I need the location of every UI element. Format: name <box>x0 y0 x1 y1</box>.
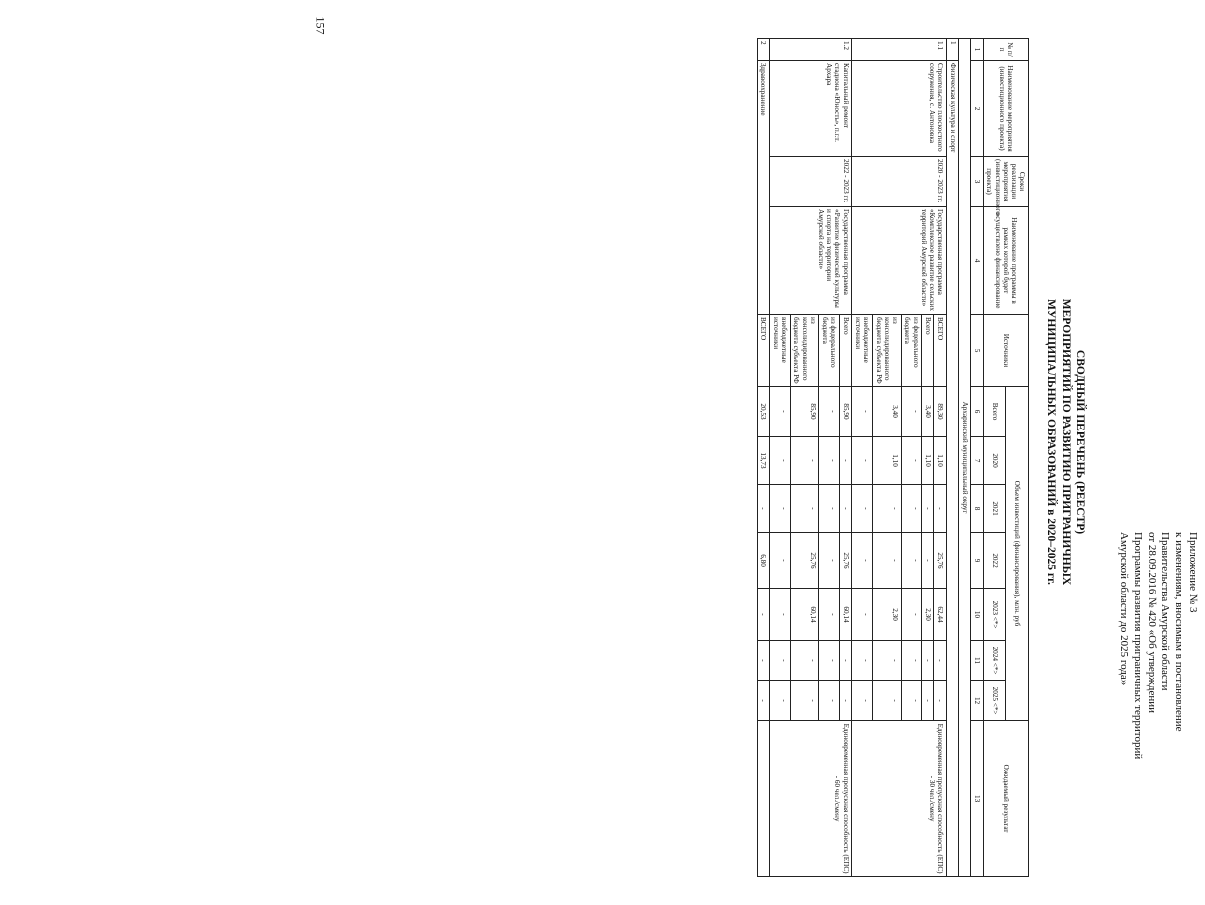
value-2020: - <box>819 437 840 485</box>
value-2023: 2,30 <box>872 589 901 641</box>
appendix-note <box>1117 532 1200 862</box>
header-sources: Источники <box>983 315 1028 387</box>
value-2021: - <box>934 485 946 533</box>
project-name: Строительство плоскостного сооружения, с. Антоновка <box>852 61 947 157</box>
col-number: 7 <box>971 437 983 485</box>
value-2020: - <box>901 437 922 485</box>
col-number: 10 <box>971 589 983 641</box>
value-2023: 62,44 <box>934 589 946 641</box>
header-period: Сроки реализации мероприятия (инвестиционного проекта) <box>983 157 1028 207</box>
value-2020: 1,10 <box>922 437 934 485</box>
value-2023: 60,14 <box>790 589 819 641</box>
value-2023: - <box>757 589 769 641</box>
value-2024: - <box>852 641 873 681</box>
appendix-line: Программы развития приграничных территорий <box>1132 532 1144 760</box>
col-number: 12 <box>971 681 983 721</box>
value-total: - <box>819 387 840 437</box>
register-table <box>757 38 1029 877</box>
district-name: Архаринский муниципальный округ <box>959 39 971 877</box>
project-result: Единовременная пропускная способность (ЕПС) - 60 чел./смену <box>769 721 851 877</box>
col-number: 9 <box>971 533 983 589</box>
value-2021: - <box>790 485 819 533</box>
value-total: 3,40 <box>872 387 901 437</box>
col-number: 8 <box>971 485 983 533</box>
source-cell: Всего <box>922 315 934 387</box>
value-2024: - <box>934 641 946 681</box>
value-2020: - <box>839 437 851 485</box>
title-line-1: СВОДНЫЙ ПЕРЕЧЕНЬ (РЕЕСТР) <box>1074 349 1086 535</box>
column-number-row <box>971 39 983 877</box>
title-line-3: МУНИЦИПАЛЬНЫХ ОБРАЗОВАНИЙ в 2020–2025 гг. <box>1045 299 1058 585</box>
appendix-line: к изменениям, вносимым в постановление <box>1173 532 1186 732</box>
col-number: 11 <box>971 641 983 681</box>
value-2020: - <box>790 437 819 485</box>
value-total: 89,30 <box>934 387 946 437</box>
result-cell-empty <box>757 721 769 877</box>
value-total: 3,40 <box>922 387 934 437</box>
header-no: № п/п <box>983 39 1028 61</box>
value-total: 20,53 <box>757 387 769 437</box>
value-2023: - <box>852 589 873 641</box>
value-2022: - <box>872 533 901 589</box>
value-2022: 6,80 <box>757 533 769 589</box>
value-2020: - <box>769 437 790 485</box>
col-number: 5 <box>971 315 983 387</box>
appendix-line: от 28.09.2016 № 420 «Об утверждении <box>1145 532 1158 714</box>
value-2022: - <box>769 533 790 589</box>
section-name: Физическая культура и спорт <box>946 61 958 877</box>
value-2024: - <box>922 641 934 681</box>
value-2024: - <box>872 641 901 681</box>
value-2023: 60,14 <box>839 589 851 641</box>
project-name: Капитальный ремонт стадиона «Юность», п.г.т. Архара <box>769 61 851 157</box>
value-2024: - <box>839 641 851 681</box>
value-2021: - <box>819 485 840 533</box>
table-row <box>934 39 946 877</box>
value-2021: - <box>769 485 790 533</box>
value-2023: 2,30 <box>922 589 934 641</box>
value-2023: - <box>769 589 790 641</box>
value-2025: - <box>901 681 922 721</box>
col-number: 4 <box>971 207 983 315</box>
value-2020: 1,10 <box>872 437 901 485</box>
header-program: Наименование программы в рамках которой будет осуществлено финансирование <box>983 207 1028 315</box>
header-2022: 2022 <box>983 533 1006 589</box>
source-cell: внебюджетные источники <box>769 315 790 387</box>
header-volume: Объем инвестиций (финансирования), млн. руб <box>1006 387 1029 721</box>
value-2022: - <box>922 533 934 589</box>
section-no: 1 <box>946 39 958 61</box>
table-row <box>757 39 769 877</box>
district-row <box>959 39 971 877</box>
document-title <box>1044 212 1087 672</box>
source-cell: Всего <box>839 315 851 387</box>
value-2020: - <box>852 437 873 485</box>
value-2022: - <box>819 533 840 589</box>
value-total: - <box>901 387 922 437</box>
value-2024: - <box>819 641 840 681</box>
value-total: - <box>852 387 873 437</box>
value-2021: - <box>757 485 769 533</box>
value-2025: - <box>934 681 946 721</box>
section-row <box>946 39 958 877</box>
value-2020: 1,10 <box>934 437 946 485</box>
value-2022: 25,76 <box>839 533 851 589</box>
project-period: 2022 - 2023 гг. <box>769 157 851 207</box>
header-2023: 2023 <*> <box>983 589 1006 641</box>
value-2023: - <box>901 589 922 641</box>
header-2024: 2024 <*> <box>983 641 1006 681</box>
value-2022: - <box>852 533 873 589</box>
value-2025: - <box>872 681 901 721</box>
header-2025: 2025 <*> <box>983 681 1006 721</box>
value-2023: - <box>819 589 840 641</box>
source-cell: из консолидированного бюджета субъекта РФ <box>872 315 901 387</box>
value-2021: - <box>852 485 873 533</box>
source-cell: внебюджетные источники <box>852 315 873 387</box>
value-2021: - <box>839 485 851 533</box>
appendix-line: Амурской области до 2025 года» <box>1118 532 1131 686</box>
project-no: 1.1 <box>852 39 947 61</box>
col-number: 6 <box>971 387 983 437</box>
value-2020: 13,73 <box>757 437 769 485</box>
value-total: 85,90 <box>790 387 819 437</box>
header-row-1 <box>1006 39 1029 877</box>
project-program: Государственная программа «Комплексное развитие сельских территорий Амурской области» <box>852 207 947 315</box>
section-no: 2 <box>757 39 769 61</box>
header-2020: 2020 <box>983 437 1006 485</box>
col-number: 13 <box>971 721 983 877</box>
value-2021: - <box>872 485 901 533</box>
value-2024: - <box>757 641 769 681</box>
col-number: 3 <box>971 157 983 207</box>
source-cell: из федерального бюджета <box>819 315 840 387</box>
project-program: Государственная программа «Развитие физической культуры и спорта на территории Амурской области» <box>769 207 851 315</box>
value-2025: - <box>769 681 790 721</box>
title-line-2: МЕРОПРИЯТИЙ ПО РАЗВИТИЮ ПРИГРАНИЧНЫХ <box>1059 298 1072 586</box>
col-number: 1 <box>971 39 983 61</box>
value-2021: - <box>922 485 934 533</box>
header-total: Всего <box>983 387 1006 437</box>
project-result: Единовременная пропускная способность (ЕПС) - 30 чел./смену <box>852 721 947 877</box>
value-total: 85,90 <box>839 387 851 437</box>
landscape-page <box>625 32 1205 882</box>
value-2025: - <box>819 681 840 721</box>
project-no: 1.2 <box>769 39 851 61</box>
source-cell: из федерального бюджета <box>901 315 922 387</box>
section-name: Здравоохранение <box>757 61 769 315</box>
appendix-line: Правительства Амурской области <box>1159 532 1172 691</box>
value-total: - <box>769 387 790 437</box>
value-2022: - <box>901 533 922 589</box>
value-2022: 25,76 <box>934 533 946 589</box>
value-2025: - <box>922 681 934 721</box>
table-row <box>839 39 851 877</box>
value-2025: - <box>839 681 851 721</box>
source-cell: ВСЕГО <box>757 315 769 387</box>
header-name: Наименование мероприятия (инвестиционного проекта) <box>983 61 1028 157</box>
header-result: Ожидаемый результат <box>983 721 1028 877</box>
project-period: 2020 - 2023 гг. <box>852 157 947 207</box>
value-2025: - <box>790 681 819 721</box>
value-2024: - <box>901 641 922 681</box>
value-2024: - <box>769 641 790 681</box>
col-number: 2 <box>971 61 983 157</box>
source-cell: из консолидированного бюджета субъекта РФ <box>790 315 819 387</box>
appendix-line: Приложение № 3 <box>1187 532 1199 613</box>
page-number: 157 <box>313 16 328 35</box>
value-2025: - <box>757 681 769 721</box>
value-2022: 25,76 <box>790 533 819 589</box>
value-2025: - <box>852 681 873 721</box>
value-2024: - <box>790 641 819 681</box>
header-2021: 2021 <box>983 485 1006 533</box>
source-cell: ВСЕГО <box>934 315 946 387</box>
value-2021: - <box>901 485 922 533</box>
